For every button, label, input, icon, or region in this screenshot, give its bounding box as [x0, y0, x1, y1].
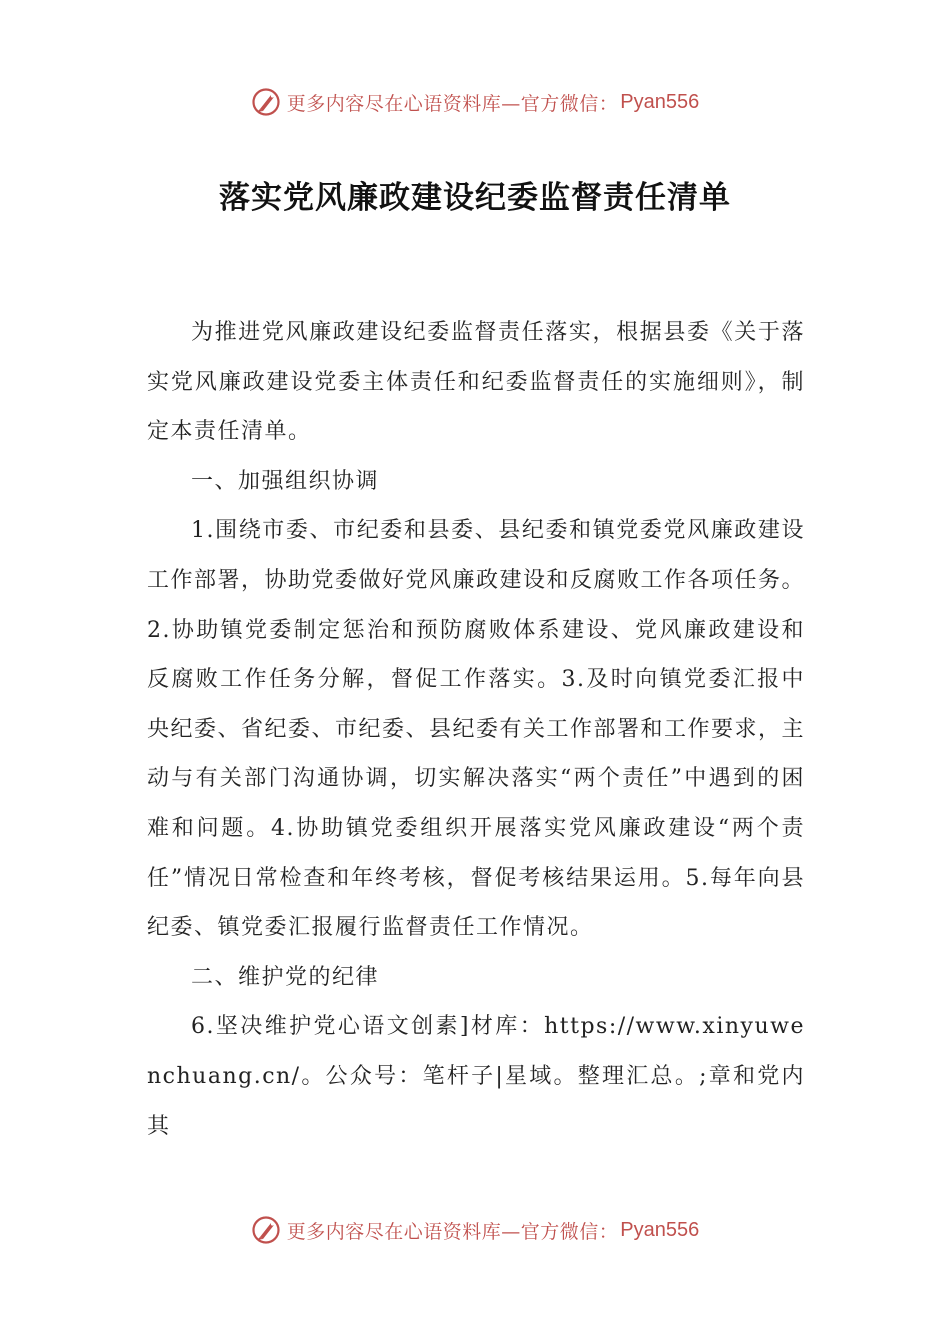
pen-nib-circle-icon — [251, 1215, 281, 1245]
watermark-handle: Pyan556 — [620, 1218, 700, 1241]
pen-nib-circle-icon — [251, 87, 281, 117]
paragraph-section-1: 1.围绕市委、市纪委和县委、县纪委和镇党委党风廉政建设工作部署，协助党委做好党风廉政建设和反腐败工作各项任务。2.协助镇党委制定惩治和预防腐败体系建设、党风廉政建设和反腐败工作任务分解，督促工作落实。3.及时向镇党委汇报中央纪委、省纪委、市纪委、县纪委有关工作部署和工作要求，主动与有关部门沟通协调，切实解决落实“两个责任”中遇到的困难和问题。4.协助镇党委组织开展落实党风廉政建设“两个责任”情况日常检查和年终考核，督促考核结果运用。5.每年向县纪委、镇党委汇报履行监督责任工作情况。 — [147, 518, 806, 941]
document-body — [147, 308, 805, 1151]
watermark-header — [0, 82, 950, 122]
watermark-footer — [0, 1210, 950, 1250]
document-title: 落实党风廉政建设纪委监督责任清单 — [219, 180, 731, 216]
paragraph-intro: 为推进党风廉政建设纪委监督责任落实，根据县委《关于落实党风廉政建设党委主体责任和纪委监督责任的实施细则》，制定本责任清单。 — [147, 320, 805, 445]
watermark-text: 更多内容尽在心语资料库—官方微信： — [286, 92, 619, 115]
paragraph-section-2: 6.坚决维护党心语文创素]材库：https://www.xinyuwenchuang.cn/。公众号：笔杆子|星域。整理汇总。;章和党内其 — [147, 1014, 805, 1139]
watermark-handle: Pyan556 — [620, 90, 700, 113]
section-heading-2: 二、维护党的纪律 — [191, 964, 380, 990]
watermark-text: 更多内容尽在心语资料库—官方微信： — [286, 1220, 619, 1243]
section-heading-1: 一、加强组织协调 — [191, 468, 380, 494]
